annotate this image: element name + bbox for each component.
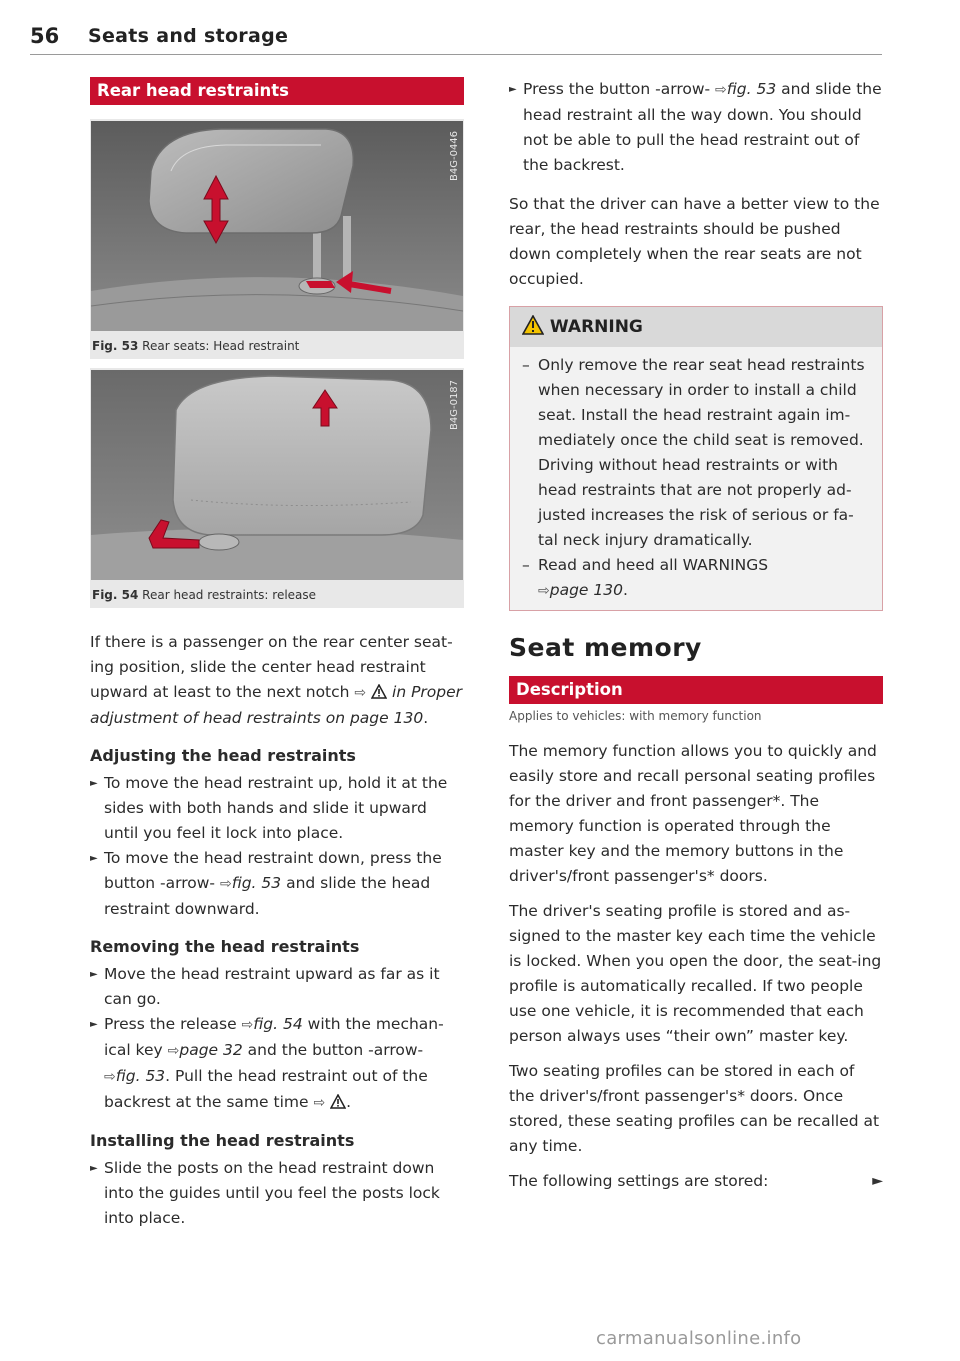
installing-step-1: ► Slide the posts on the head restraint down into the guides until you feel the posts lock into place. — [90, 1156, 464, 1231]
section-title-description: Description — [509, 676, 883, 704]
warning-item-2-post: . — [622, 581, 628, 599]
warning-body — [510, 347, 882, 610]
fig-54-link[interactable]: fig. 54 — [253, 1015, 303, 1033]
ref-arrow-icon: ⇨ — [167, 1043, 180, 1059]
installing-step-2 — [509, 77, 883, 178]
page-32-link[interactable]: page 32 — [179, 1041, 243, 1059]
intro-end: . — [423, 709, 429, 727]
figure-53 — [90, 119, 464, 359]
intro-paragraph — [90, 630, 464, 731]
warning-triangle-icon — [371, 684, 387, 699]
memory-paragraph-3: Two seating profiles can be stored in each of the driver's/front passenger's* doors. Once stored, these seating profiles can be recalled at any time. — [509, 1062, 880, 1155]
figure-54-text: Rear head restraints: release — [142, 588, 317, 602]
head-restraint-release-image — [91, 370, 463, 580]
fig-53-link[interactable]: fig. 53 — [115, 1067, 166, 1085]
removing-step-2-a: Press the release — [104, 1015, 242, 1033]
applies-to-note: Applies to vehicles: with memory function — [509, 709, 762, 723]
left-column — [90, 77, 464, 1231]
warning-title: WARNING — [549, 317, 643, 337]
figure-54 — [90, 368, 464, 608]
memory-paragraph-4-text: The following settings are stored: — [509, 1172, 769, 1190]
visibility-paragraph: So that the driver can have a better view to the rear, the head restraints should be pushed down completely when the rear seats are not occupied. — [509, 195, 880, 288]
warning-item-2 — [522, 553, 870, 604]
heading-adjusting: Adjusting the head restraints — [90, 746, 356, 765]
right-column — [509, 77, 883, 1194]
adjusting-step-1: ► To move the head restraint up, hold it at the sides with both hands and slide it upward until you feel it lock into place. — [90, 771, 464, 846]
fig-53-link[interactable]: fig. 53 — [231, 874, 282, 892]
ref-arrow-icon: ⇨ — [354, 685, 367, 701]
removing-step-2-e: . — [346, 1093, 352, 1111]
warning-triangle-icon — [522, 315, 544, 335]
intro-reference[interactable]: in Proper adjustment of head restraints on page 130 — [90, 683, 463, 727]
figure-54-label: Fig. 54 — [92, 588, 139, 602]
adjusting-step-2-post: and slide the head restraint downward. — [104, 874, 431, 918]
footer-site: carmanualsonline.info — [596, 1328, 802, 1349]
memory-paragraph-1: The memory function allows you to quickly and easily store and recall personal seating profiles for the driver and front passenger*. The memory function is operated through the master key and the memory buttons in the driver's/front passenger's* doors. — [509, 742, 877, 885]
ref-arrow-icon: ⇨ — [715, 82, 727, 98]
figure-code-53: B4G-0446 — [449, 130, 460, 181]
ref-arrow-icon: ⇨ — [219, 876, 232, 892]
memory-paragraph-2: The driver's seating profile is stored and as-signed to the master key each time the vehicle is locked. When you open the door, the seat-ing profile is automatically recalled. If two people use one vehicle, it is recommended that each person always uses “their own” master key. — [509, 902, 882, 1045]
heading-seat-memory: Seat memory — [509, 633, 702, 662]
ref-arrow-icon: ⇨ — [538, 583, 550, 599]
intro-text: If there is a passenger on the rear center seat-ing position, slide the center head restraint upward at least to the next notch — [90, 633, 453, 701]
removing-step-2 — [90, 1012, 464, 1116]
head-restraint-image — [91, 121, 463, 331]
warning-triangle-icon — [330, 1094, 346, 1109]
page-130-link[interactable]: page 130 — [549, 581, 623, 599]
memory-paragraph-4 — [509, 1169, 883, 1194]
removing-step-2-d: . Pull the head restraint out of the backrest at the same time — [104, 1067, 428, 1111]
ref-arrow-icon: ⇨ — [241, 1017, 254, 1033]
figure-code-54: B4G-0187 — [449, 379, 460, 430]
heading-removing: Removing the head restraints — [90, 937, 360, 956]
figure-53-text: Rear seats: Head restraint — [142, 339, 300, 353]
removing-step-2-c: and the button -arrow- — [242, 1041, 424, 1059]
removing-step-1: ► Move the head restraint upward as far as it can go. — [90, 962, 464, 1012]
warning-box — [509, 306, 883, 611]
ref-arrow-icon: ⇨ — [104, 1069, 116, 1085]
figure-53-caption — [90, 331, 464, 353]
page-number: 56 — [30, 24, 60, 48]
page-header — [30, 24, 882, 55]
adjusting-step-2-pre: To move the head restraint down, press the button -arrow- — [104, 849, 442, 892]
heading-installing: Installing the head restraints — [90, 1131, 355, 1150]
installing-step-2-pre: Press the button -arrow- — [523, 80, 716, 98]
fig-53-link[interactable]: fig. 53 — [726, 80, 777, 98]
figure-54-caption — [90, 580, 464, 602]
section-title-rear-head-restraints: Rear head restraints — [90, 77, 464, 105]
ref-arrow-icon: ⇨ — [313, 1095, 326, 1111]
adjusting-step-2 — [90, 846, 464, 922]
installing-step-2-post: and slide the head restraint all the way down. You should not be able to pull the head restraint out of the backrest. — [523, 80, 882, 174]
warning-header — [510, 307, 882, 347]
figure-53-label: Fig. 53 — [92, 339, 139, 353]
chapter-title: Seats and storage — [88, 25, 289, 47]
removing-step-2-b: with the mechan-ical key — [104, 1015, 444, 1059]
warning-item-1: – Only remove the rear seat head restraints when necessary in order to install a child seat. Install the head restraint again im-mediately once the child seat is removed. Driving without head restraints or with head restraints that are not properly ad-justed increases the risk of serious or fa-tal neck injury dramatically. — [522, 353, 870, 553]
continue-arrow-icon: ► — [872, 1173, 883, 1189]
warning-item-2-pre: Read and heed all WARNINGS — [538, 556, 769, 574]
